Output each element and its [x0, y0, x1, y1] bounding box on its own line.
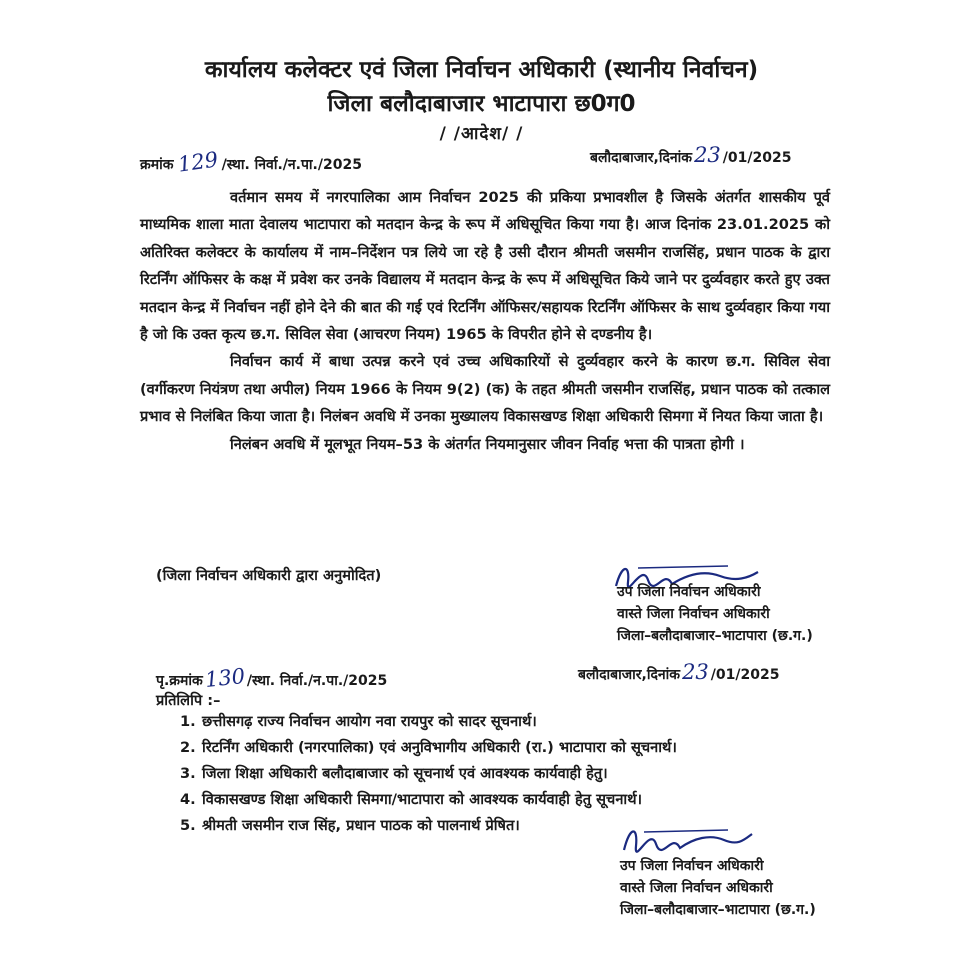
copy-recipients-list — [180, 709, 677, 839]
signature-2-on-behalf: वास्ते जिला निर्वाचन अधिकारी — [620, 880, 773, 896]
signature-2-block — [620, 855, 816, 921]
signature-1-designation: उप जिला निर्वाचन अधिकारी — [617, 584, 761, 600]
order-date-line — [590, 143, 791, 167]
copy-number-handwritten: 130 — [203, 663, 247, 693]
signature-2-district: जिला–बलौदाबाजार–भाटापारा (छ.ग.) — [620, 902, 816, 918]
order-body — [140, 184, 830, 458]
order-date-suffix: /01/2025 — [722, 150, 792, 166]
signature-1-district: जिला–बलौदाबाजार–भाटापारा (छ.ग.) — [617, 628, 813, 644]
order-number-suffix: /स्था. निर्वा./न.पा./2025 — [221, 157, 362, 173]
signature-1-on-behalf: वास्ते जिला निर्वाचन अधिकारी — [617, 606, 770, 622]
approval-note: (जिला निर्वाचन अधिकारी द्वारा अनुमोदित) — [156, 567, 382, 584]
copy-place: बलौदाबाजार,दिनांक — [578, 667, 681, 683]
order-place: बलौदाबाजार,दिनांक — [590, 150, 693, 166]
paragraph-2: निर्वाचन कार्य में बाधा उत्पन्न करने एवं उच्च अधिकारियों से दुर्व्यवहार करने के कारण छ.ग. सिविल सेवा (वर्गीकरण नियंत्रण तथा अपील) नियम 1966 के नियम 9(2) (क) के तहत श्रीमती जसमीन राजसिंह, प्रधान पाठक को तत्काल प्रभाव से निलंबित किया जाता है। निलंबन अवधि में उनका मुख्यालय विकासखण्ड शिक्षा अधिकारी सिमगा में नियत किया जाता है। — [140, 353, 830, 426]
order-heading: / /आदेश/ / — [439, 124, 524, 144]
signature-2-designation: उप जिला निर्वाचन अधिकारी — [620, 858, 764, 874]
order-number-prefix: क्रमांक — [140, 157, 174, 173]
district-title: जिला बलौदाबाजार भाटापारा छ0ग0 — [327, 91, 636, 117]
office-title: कार्यालय कलेक्टर एवं जिला निर्वाचन अधिकारी (स्थानीय निर्वाचन) — [204, 57, 759, 83]
paragraph-1: वर्तमान समय में नगरपालिका आम निर्वाचन 2025 की प्रकिया प्रभावशील है जिसके अंतर्गत शासकीय पूर्व माध्यमिक शाला माता देवालय भाटापारा को मतदान केन्द्र के रूप में अधिसूचित किया गया है। आज दिनांक 23.01.2025 को अतिरिक्त कलेक्टर के कार्यालय में नाम–निर्देशन पत्र लिये जा रहे है उसी दौरान श्रीमती जसमीन राजसिंह, प्रधान पाठक के द्वारा रिटर्निंग ऑफिसर के कक्ष में प्रवेश कर उनके विद्यालय में मतदान केन्द्र के रूप में अधिसूचित किये जाने पर दुर्व्यवहार करते हुए उक्त मतदान केन्द्र में निर्वाचन नहीं होने देने की बात की गई एवं रिटर्निंग ऑफिसर/सहायक रिटर्निंग ऑफिसर के साथ दुर्व्यवहार किया गया है जो कि उक्त कृत्य छ.ग. सिविल सेवा (आचरण नियम) 1965 के विपरीत होने से दण्डनीय है। — [140, 189, 830, 344]
paragraph-3: निलंबन अवधि में मूलभूत नियम–53 के अंतर्गत नियमानुसार जीवन निर्वाह भत्ता की पात्रता होगी । — [230, 435, 745, 453]
list-item: 2. रिटर्निंग अधिकारी (नगरपालिका) एवं अनुविभागीय अधिकारी (रा.) भाटापारा को सूचनार्थ। — [180, 739, 677, 756]
list-item: 4. विकासखण्ड शिक्षा अधिकारी सिमगा/भाटापारा को आवश्यक कार्यवाही हेतु सूचनार्थ। — [180, 791, 643, 808]
copy-to-label: प्रतिलिपि :– — [156, 692, 221, 709]
copy-day-handwritten: 23 — [682, 660, 709, 684]
order-day-handwritten: 23 — [694, 143, 721, 167]
list-item: 1. छत्तीसगढ़ राज्य निर्वाचन आयोग नवा रायपुर को सादर सूचनार्थ। — [180, 713, 537, 730]
order-number-line — [140, 147, 362, 177]
order-number-handwritten: 129 — [176, 147, 220, 177]
copy-date-suffix: /01/2025 — [710, 667, 780, 683]
copy-date-line — [578, 660, 779, 684]
signature-1-block — [617, 581, 813, 647]
copy-number-prefix: पृ.क्रमांक — [156, 673, 203, 689]
list-item: 3. जिला शिक्षा अधिकारी बलौदाबाजार को सूचनार्थ एवं आवश्यक कार्यवाही हेतु। — [180, 765, 608, 782]
copy-number-suffix: /स्था. निर्वा./न.पा./2025 — [246, 673, 388, 689]
list-item: 5. श्रीमती जसमीन राज सिंह, प्रधान पाठक को पालनार्थ प्रेषित। — [180, 817, 520, 834]
copy-number-line — [156, 663, 388, 693]
